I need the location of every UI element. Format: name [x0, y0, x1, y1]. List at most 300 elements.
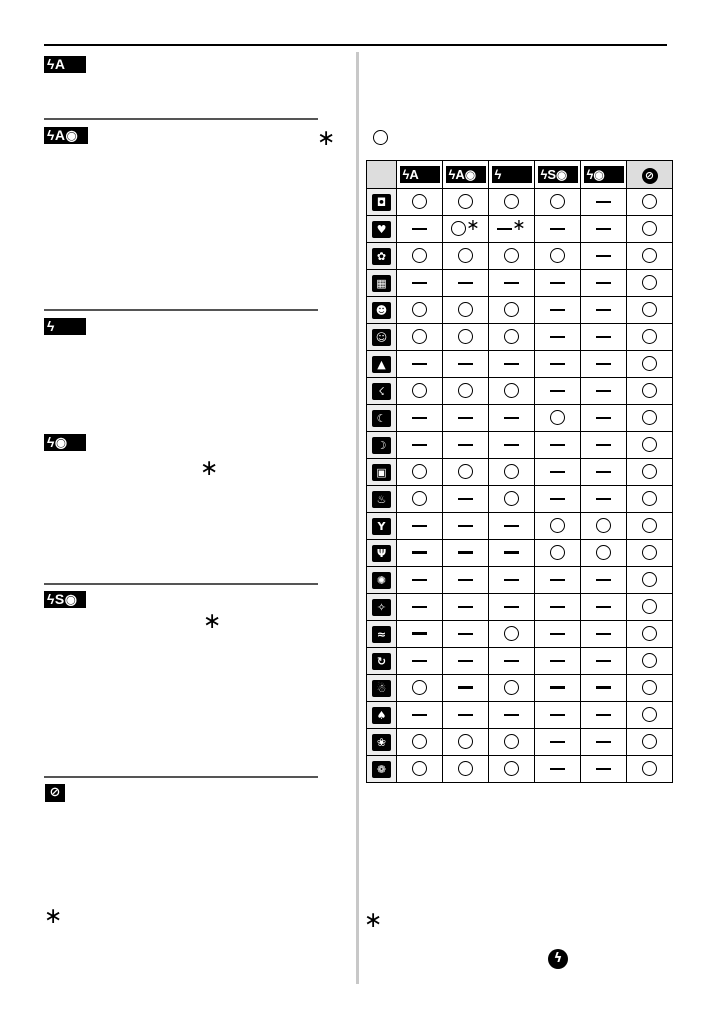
header-badge: ϟA — [400, 166, 440, 183]
availability-cell — [535, 567, 581, 594]
availability-cell — [443, 513, 489, 540]
flash-off-icon: ⊘ — [642, 168, 658, 184]
scene-cell — [367, 486, 397, 513]
available-circle-icon — [642, 491, 657, 506]
availability-cell — [627, 513, 673, 540]
header-badge: ϟ◉ — [584, 166, 624, 183]
table-row — [367, 189, 673, 216]
unavailable-dash-icon — [596, 336, 611, 338]
availability-cell — [535, 270, 581, 297]
availability-cell — [489, 729, 535, 756]
unavailable-dash-icon — [458, 551, 473, 554]
availability-cell — [627, 297, 673, 324]
available-circle-icon — [642, 518, 657, 533]
scene-cell — [367, 459, 397, 486]
header-badge: ϟA◉ — [446, 166, 486, 183]
availability-cell — [489, 702, 535, 729]
scenery-icon: ▲ — [372, 356, 391, 373]
scene-cell — [367, 378, 397, 405]
unavailable-dash-icon — [550, 444, 565, 446]
available-circle-icon — [504, 329, 519, 344]
unavailable-dash-icon — [550, 606, 565, 608]
scene-cell — [367, 351, 397, 378]
available-circle-icon — [642, 194, 657, 209]
flash-off-badge: ⊘ — [45, 784, 65, 802]
snow-icon: ☃ — [372, 680, 391, 697]
availability-cell — [397, 756, 443, 783]
availability-cell — [535, 702, 581, 729]
availability-cell — [627, 378, 673, 405]
unavailable-dash-icon — [596, 741, 611, 743]
unavailable-dash-icon — [596, 417, 611, 419]
table-row — [367, 270, 673, 297]
flash-scene-table — [366, 160, 673, 783]
section-rule — [44, 776, 318, 778]
unavailable-dash-icon — [550, 741, 565, 743]
availability-cell — [627, 324, 673, 351]
food-icon: ♨ — [372, 491, 391, 508]
unavailable-dash-icon — [596, 660, 611, 662]
availability-cell — [443, 729, 489, 756]
availability-cell — [397, 378, 443, 405]
availability-cell — [397, 540, 443, 567]
unavailable-dash-icon — [550, 579, 565, 581]
unavailable-dash-icon — [550, 336, 565, 338]
scene-cell — [367, 243, 397, 270]
availability-cell — [443, 675, 489, 702]
scene-cell — [367, 648, 397, 675]
available-circle-icon — [596, 545, 611, 560]
unavailable-dash-icon — [458, 417, 473, 419]
availability-cell — [627, 486, 673, 513]
unavailable-dash-icon — [504, 551, 519, 554]
availability-cell — [581, 513, 627, 540]
unavailable-dash-icon — [458, 579, 473, 581]
unavailable-dash-icon — [504, 579, 519, 581]
available-circle-icon — [458, 302, 473, 317]
availability-cell — [535, 297, 581, 324]
unavailable-dash-icon — [412, 660, 427, 662]
self-portrait-icon: ▣ — [372, 464, 391, 481]
available-circle-icon — [642, 383, 657, 398]
flower-icon: ✿ — [372, 248, 391, 265]
unavailable-dash-icon — [458, 606, 473, 608]
table-row — [367, 621, 673, 648]
available-circle-icon — [642, 572, 657, 587]
available-circle-icon — [504, 383, 519, 398]
unavailable-dash-icon — [550, 686, 565, 689]
availability-cell — [489, 567, 535, 594]
flash-forced-on-badge: ϟ — [44, 318, 86, 335]
availability-cell — [627, 675, 673, 702]
availability-cell — [581, 351, 627, 378]
availability-cell — [627, 270, 673, 297]
flash-auto-badge: ϟA — [44, 56, 86, 73]
available-circle-icon — [642, 599, 657, 614]
unavailable-dash-icon — [412, 282, 427, 284]
availability-cell — [581, 297, 627, 324]
unavailable-dash-icon — [412, 228, 427, 230]
availability-cell — [581, 648, 627, 675]
availability-cell — [489, 432, 535, 459]
section-rule — [44, 309, 318, 311]
availability-cell — [581, 270, 627, 297]
availability-cell — [535, 432, 581, 459]
table-header-row — [367, 161, 673, 189]
portrait-icon: ☻ — [372, 302, 391, 319]
available-circle-icon — [412, 248, 427, 263]
unavailable-dash-icon — [504, 714, 519, 716]
unavailable-dash-icon — [458, 363, 473, 365]
scene-cell — [367, 540, 397, 567]
unavailable-dash-icon — [412, 417, 427, 419]
unavailable-dash-icon — [458, 660, 473, 662]
available-circle-icon — [642, 437, 657, 452]
header-flash-auto — [397, 161, 443, 189]
availability-cell — [535, 459, 581, 486]
availability-cell — [443, 648, 489, 675]
unavailable-dash-icon — [504, 525, 519, 527]
section-rule — [44, 583, 318, 585]
availability-cell — [397, 513, 443, 540]
unavailable-dash-icon — [550, 228, 565, 230]
availability-cell — [397, 243, 443, 270]
scene-cell — [367, 297, 397, 324]
availability-cell — [627, 405, 673, 432]
soft-skin-icon: ☺ — [372, 329, 391, 346]
availability-cell — [581, 675, 627, 702]
unavailable-dash-icon — [596, 309, 611, 311]
night-portrait-icon: ☾ — [372, 410, 391, 427]
available-circle-icon — [412, 302, 427, 317]
table-row — [367, 216, 673, 243]
scene-cell — [367, 189, 397, 216]
availability-cell — [535, 378, 581, 405]
availability-cell — [489, 243, 535, 270]
unavailable-dash-icon — [458, 714, 473, 716]
table-row — [367, 405, 673, 432]
beach-icon: ≈ — [372, 626, 391, 643]
availability-cell — [535, 621, 581, 648]
table-row — [367, 459, 673, 486]
available-circle-icon — [458, 734, 473, 749]
asterisk-mark: ∗ — [512, 215, 526, 234]
asterisk-footnote: ∗ — [44, 904, 63, 929]
header-flash-off — [627, 161, 673, 189]
availability-cell — [443, 756, 489, 783]
availability-cell — [581, 621, 627, 648]
section-rule — [44, 118, 318, 120]
availability-cell — [489, 756, 535, 783]
available-circle-icon — [504, 680, 519, 695]
table-row — [367, 324, 673, 351]
flash-forced-on-red-eye-badge: ϟ◉ — [44, 434, 86, 451]
scene-cell — [367, 567, 397, 594]
availability-cell — [489, 621, 535, 648]
availability-cell — [443, 297, 489, 324]
available-circle-icon — [550, 248, 565, 263]
available-circle-icon — [642, 275, 657, 290]
table-row — [367, 486, 673, 513]
availability-cell — [397, 432, 443, 459]
available-circle-icon — [550, 518, 565, 533]
available-circle-icon — [642, 653, 657, 668]
unavailable-dash-icon — [412, 525, 427, 527]
availability-cell — [443, 216, 489, 243]
unavailable-dash-icon — [458, 444, 473, 446]
availability-cell — [489, 378, 535, 405]
fireworks-icon: ✺ — [372, 572, 391, 589]
available-circle-icon — [642, 329, 657, 344]
candle-light-icon: Ψ — [372, 545, 391, 562]
availability-cell — [489, 405, 535, 432]
unavailable-dash-icon — [458, 686, 473, 689]
flash-icon: ϟ — [548, 949, 568, 969]
availability-cell — [489, 648, 535, 675]
available-circle-icon — [412, 194, 427, 209]
availability-cell — [397, 486, 443, 513]
available-circle-icon — [642, 680, 657, 695]
availability-cell — [489, 189, 535, 216]
table-row — [367, 675, 673, 702]
availability-cell — [489, 297, 535, 324]
available-circle-icon — [458, 248, 473, 263]
asterisk-mark: ∗ — [200, 456, 219, 481]
available-circle-icon — [642, 464, 657, 479]
unavailable-dash-icon — [596, 201, 611, 203]
available-circle-icon — [642, 626, 657, 641]
unavailable-dash-icon — [596, 714, 611, 716]
available-circle-icon — [642, 410, 657, 425]
available-circle-icon — [504, 248, 519, 263]
availability-cell — [581, 729, 627, 756]
available-circle-icon — [642, 545, 657, 560]
availability-cell — [535, 324, 581, 351]
table-row — [367, 648, 673, 675]
availability-cell — [489, 513, 535, 540]
party-icon: Y — [372, 518, 391, 535]
availability-cell — [535, 594, 581, 621]
available-circle-icon — [412, 329, 427, 344]
unavailable-dash-icon — [504, 660, 519, 662]
scene-cell — [367, 702, 397, 729]
available-circle-icon — [412, 464, 427, 479]
availability-cell — [581, 459, 627, 486]
unavailable-dash-icon — [497, 228, 512, 230]
available-circle-icon — [504, 464, 519, 479]
availability-cell — [443, 378, 489, 405]
unavailable-dash-icon — [596, 606, 611, 608]
table-row — [367, 243, 673, 270]
unavailable-dash-icon — [550, 282, 565, 284]
unavailable-dash-icon — [412, 714, 427, 716]
availability-cell — [627, 756, 673, 783]
scene-cell — [367, 270, 397, 297]
unavailable-dash-icon — [596, 633, 611, 635]
unavailable-dash-icon — [458, 525, 473, 527]
availability-cell — [581, 486, 627, 513]
availability-cell — [627, 702, 673, 729]
availability-cell — [443, 594, 489, 621]
available-circle-icon — [550, 545, 565, 560]
availability-cell — [627, 216, 673, 243]
unavailable-dash-icon — [596, 390, 611, 392]
availability-cell — [397, 270, 443, 297]
availability-cell — [489, 540, 535, 567]
availability-cell — [443, 702, 489, 729]
available-circle-icon — [504, 761, 519, 776]
scene-cell — [367, 216, 397, 243]
unavailable-dash-icon — [550, 660, 565, 662]
available-circle-icon — [642, 734, 657, 749]
film-icon: ▦ — [372, 275, 391, 292]
availability-cell — [535, 243, 581, 270]
column-divider — [356, 52, 359, 984]
availability-cell — [397, 621, 443, 648]
available-circle-icon — [412, 491, 427, 506]
header-badge: ϟS◉ — [538, 166, 578, 183]
table-row — [367, 378, 673, 405]
scene-cell — [367, 405, 397, 432]
availability-cell — [581, 405, 627, 432]
availability-cell — [443, 567, 489, 594]
availability-cell — [489, 270, 535, 297]
flash-slow-sync-badge: ϟS◉ — [44, 591, 86, 608]
availability-cell — [581, 243, 627, 270]
unavailable-dash-icon — [412, 551, 427, 554]
unavailable-dash-icon — [458, 498, 473, 500]
aerial-photo-icon: ↻ — [372, 653, 391, 670]
availability-cell — [443, 243, 489, 270]
unavailable-dash-icon — [504, 363, 519, 365]
unavailable-dash-icon — [596, 363, 611, 365]
availability-cell — [581, 216, 627, 243]
unavailable-dash-icon — [550, 471, 565, 473]
availability-cell — [397, 567, 443, 594]
available-circle-icon — [504, 194, 519, 209]
unavailable-dash-icon — [458, 282, 473, 284]
unavailable-dash-icon — [596, 579, 611, 581]
availability-cell — [535, 729, 581, 756]
header-flash-forced-on — [489, 161, 535, 189]
unavailable-dash-icon — [412, 363, 427, 365]
availability-cell — [397, 459, 443, 486]
availability-cell — [627, 567, 673, 594]
unavailable-dash-icon — [596, 498, 611, 500]
availability-cell — [443, 405, 489, 432]
availability-cell — [397, 648, 443, 675]
availability-cell — [627, 189, 673, 216]
unavailable-dash-icon — [458, 633, 473, 635]
availability-cell — [627, 243, 673, 270]
available-circle-icon — [458, 383, 473, 398]
availability-cell — [397, 594, 443, 621]
available-circle-icon — [504, 302, 519, 317]
high-sensitivity-icon: ♠ — [372, 707, 391, 724]
heart-icon: ♥ — [372, 221, 391, 238]
table-row — [367, 594, 673, 621]
scene-cell — [367, 675, 397, 702]
unavailable-dash-icon — [596, 255, 611, 257]
asterisk-mark: ∗ — [466, 215, 480, 234]
unavailable-dash-icon — [550, 714, 565, 716]
availability-cell — [581, 189, 627, 216]
availability-cell — [443, 351, 489, 378]
scene-cell — [367, 324, 397, 351]
availability-cell — [397, 405, 443, 432]
available-circle-icon — [458, 194, 473, 209]
available-circle-icon — [642, 707, 657, 722]
top-rule — [44, 44, 667, 46]
availability-cell — [581, 378, 627, 405]
header-badge: ϟ — [492, 166, 532, 183]
scene-cell — [367, 432, 397, 459]
available-circle-icon — [642, 248, 657, 263]
availability-cell — [627, 594, 673, 621]
availability-cell — [535, 405, 581, 432]
availability-cell — [397, 324, 443, 351]
available-circle-icon — [458, 329, 473, 344]
available-circle-icon — [642, 761, 657, 776]
unavailable-dash-icon — [504, 417, 519, 419]
availability-cell — [397, 216, 443, 243]
available-circle-icon — [412, 680, 427, 695]
availability-cell — [581, 756, 627, 783]
unavailable-dash-icon — [412, 444, 427, 446]
availability-cell — [581, 540, 627, 567]
unavailable-dash-icon — [550, 498, 565, 500]
availability-cell — [535, 486, 581, 513]
night-scenery-icon: ☽ — [372, 437, 391, 454]
unavailable-dash-icon — [550, 768, 565, 770]
availability-cell — [627, 432, 673, 459]
availability-cell — [535, 189, 581, 216]
asterisk-mark: ∗ — [203, 609, 222, 634]
available-circle-icon — [642, 221, 657, 236]
unavailable-dash-icon — [412, 632, 427, 635]
available-circle-icon — [596, 518, 611, 533]
availability-cell — [627, 729, 673, 756]
availability-cell — [627, 351, 673, 378]
availability-cell — [581, 324, 627, 351]
table-row — [367, 540, 673, 567]
availability-cell — [397, 351, 443, 378]
available-circle-icon — [412, 761, 427, 776]
baby-2-icon: ❁ — [372, 761, 391, 778]
availability-cell — [581, 567, 627, 594]
availability-cell — [443, 621, 489, 648]
asterisk-footnote: ∗ — [364, 908, 383, 933]
table-row — [367, 513, 673, 540]
availability-cell — [535, 648, 581, 675]
availability-cell — [397, 702, 443, 729]
unavailable-dash-icon — [596, 686, 611, 689]
unavailable-dash-icon — [596, 471, 611, 473]
availability-cell — [397, 297, 443, 324]
unavailable-dash-icon — [596, 228, 611, 230]
table-row — [367, 351, 673, 378]
availability-cell — [489, 324, 535, 351]
availability-cell — [489, 486, 535, 513]
unavailable-dash-icon — [550, 390, 565, 392]
availability-cell — [489, 594, 535, 621]
unavailable-dash-icon — [504, 282, 519, 284]
availability-cell — [535, 675, 581, 702]
starry-sky-icon: ✧ — [372, 599, 391, 616]
unavailable-dash-icon — [412, 579, 427, 581]
unavailable-dash-icon — [412, 606, 427, 608]
unavailable-dash-icon — [504, 606, 519, 608]
